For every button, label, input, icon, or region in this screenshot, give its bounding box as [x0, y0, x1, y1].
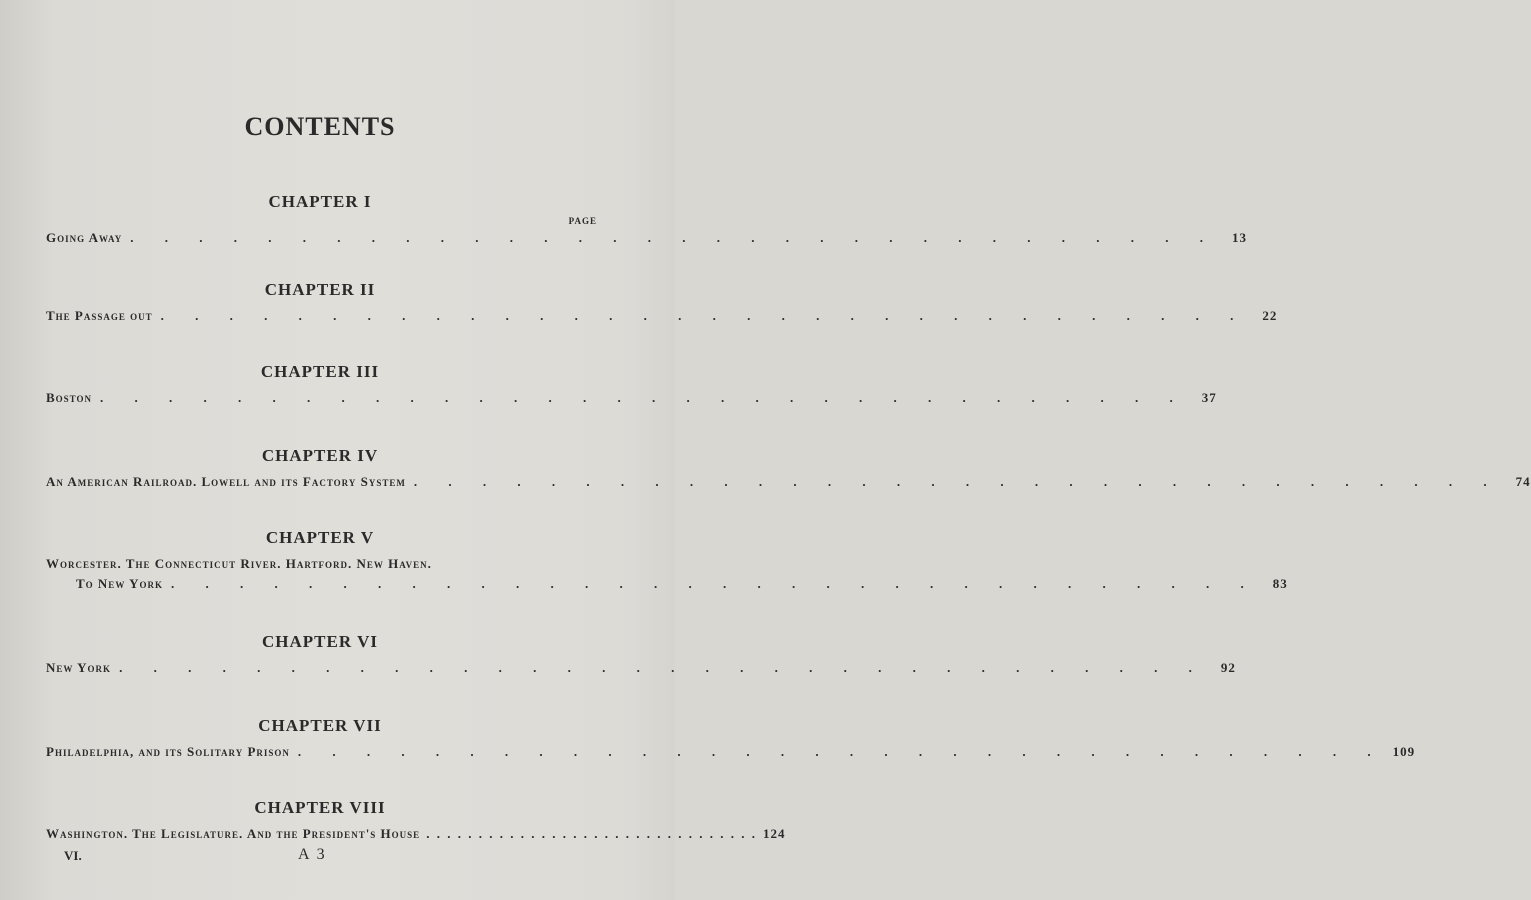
chapter-heading: CHAPTER II	[264, 280, 376, 299]
chapter-heading: CHAPTER VIII	[254, 798, 386, 817]
dot-leader: . . . . . . . . . . . . . . . . . . . . . . . . . . . . . . . .	[170, 576, 1258, 591]
toc-entry[interactable]	[46, 308, 1278, 324]
chapter-heading: CHAPTER VI	[262, 632, 378, 651]
gathering-mark: A 3	[298, 846, 327, 863]
toc-entry-title: An American Railroad. Lowell and its Factory System	[46, 474, 406, 489]
chapter-heading: CHAPTER I	[268, 192, 372, 211]
toc-entry-page: 124	[762, 826, 786, 841]
chapter-heading: CHAPTER V	[265, 528, 375, 547]
toc-entry-page: 74	[1515, 474, 1531, 489]
toc-entry-title-line1[interactable]: Worcester. The Connecticut River. Hartford. New Haven.	[46, 556, 432, 571]
toc-entry-page: 22	[1262, 308, 1278, 323]
toc-entry[interactable]	[46, 230, 1247, 246]
toc-entry-page: 37	[1201, 390, 1217, 405]
toc-entry[interactable]	[46, 474, 1531, 490]
toc-entry-page: 83	[1272, 576, 1288, 591]
toc-entry[interactable]	[46, 826, 786, 842]
signature-mark: VI.	[64, 848, 82, 863]
chapter-heading: CHAPTER IV	[261, 446, 379, 465]
page-title: CONTENTS	[244, 112, 396, 141]
page-column-label: PAGE	[568, 216, 597, 226]
dot-leader: . . . . . . . . . . . . . . . . . . . . . . . . . . . . . . . .	[119, 660, 1206, 675]
toc-entry-page: 13	[1231, 230, 1247, 245]
toc-entry-page: 109	[1392, 744, 1416, 759]
dot-leader: . . . . . . . . . . . . . . . . . . . . . . . . . . . . . . . .	[413, 474, 1501, 489]
toc-entry-title: Philadelphia, and its Solitary Prison	[46, 744, 290, 759]
dot-leader: . . . . . . . . . . . . . . . . . . . . . . . . . . . . . . . .	[130, 230, 1217, 245]
toc-entry[interactable]	[46, 744, 1416, 760]
toc-entry-title: Boston	[46, 390, 93, 405]
toc-entry[interactable]	[76, 576, 1288, 592]
toc-entry-title: New York	[46, 660, 112, 675]
toc-entry-title: Going Away	[46, 230, 123, 245]
dot-leader: . . . . . . . . . . . . . . . . . . . . . . . . . . . . . . . .	[160, 308, 1248, 323]
dot-leader: . . . . . . . . . . . . . . . . . . . . . . . . . . . . . . . .	[297, 744, 1385, 759]
dot-leader: . . . . . . . . . . . . . . . . . . . . . . . . . . . . . . . .	[426, 826, 757, 841]
toc-entry[interactable]	[46, 390, 1217, 406]
chapter-heading: CHAPTER III	[260, 362, 380, 381]
toc-entry-title: The Passage out	[46, 308, 153, 323]
toc-entry[interactable]	[46, 660, 1236, 676]
dot-leader: . . . . . . . . . . . . . . . . . . . . . . . . . . . . . . . .	[100, 390, 1187, 405]
toc-entry-title: Washington. The Legislature. And the President's House	[46, 826, 421, 841]
toc-entry-title: To New York	[76, 576, 163, 591]
chapter-heading: CHAPTER VII	[258, 716, 382, 735]
toc-entry-page: 92	[1220, 660, 1236, 675]
